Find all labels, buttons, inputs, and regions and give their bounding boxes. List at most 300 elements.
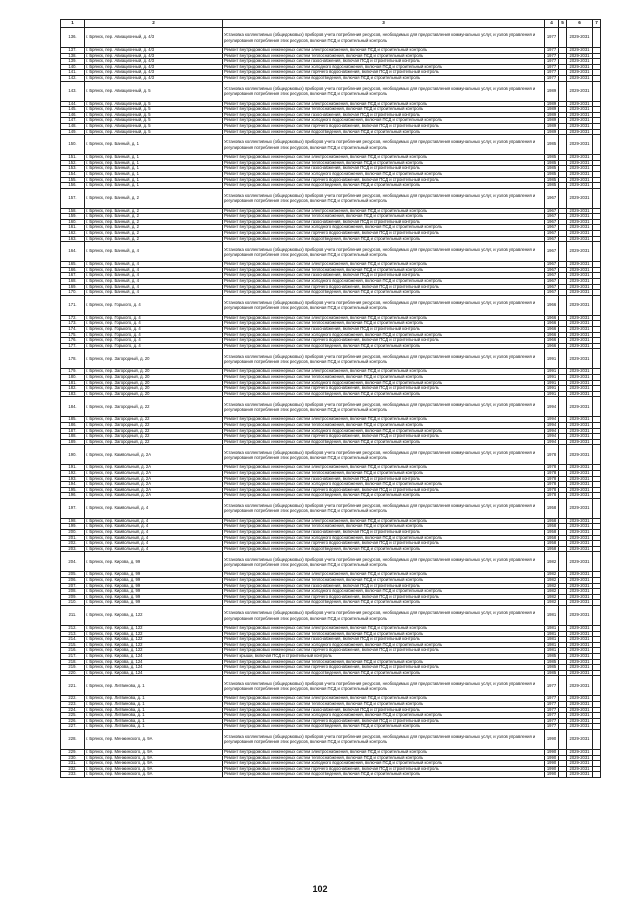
- work-type-cell: Ремонт внутридомовых инженерных систем газоснабжения, включая ПСД и строительный контроль: [223, 530, 545, 536]
- period-cell: 2029-2031: [567, 123, 593, 129]
- period-cell: 2029-2031: [567, 476, 593, 482]
- work-type-cell: Ремонт внутридомовых инженерных систем горячего водоснабжения, включая ПСД и строительный контроль: [223, 386, 545, 392]
- row-number-cell: 181.: [61, 380, 85, 386]
- period-cell: 2029-2031: [567, 386, 593, 392]
- year-built-cell: 1982: [545, 594, 559, 600]
- address-cell: г. Брянск, пер. Камвольный, д. 4: [85, 530, 223, 536]
- address-cell: г. Брянск, пер. Литвинова, д. 1: [85, 713, 223, 719]
- year-built-cell: 1977: [545, 718, 559, 724]
- period-cell: 2029-2031: [567, 236, 593, 242]
- period-cell: 2029-2031: [567, 755, 593, 761]
- year-built-cell: 1982: [545, 552, 559, 572]
- address-cell: г. Брянск, пер. Менжинского, д. 9А: [85, 729, 223, 749]
- year-built-cell: 1985: [545, 155, 559, 161]
- period-cell: 2029-2031: [567, 166, 593, 172]
- period-cell: 2029-2031: [567, 637, 593, 643]
- header-cell: 6: [567, 20, 593, 28]
- table-row: [61, 729, 601, 749]
- year-built-cell: 1978: [545, 493, 559, 499]
- row-number-cell: 152.: [61, 160, 85, 166]
- work-type-cell: Ремонт внутридомовых инженерных систем горячего водоснабжения, включая ПСД и строительный контроль: [223, 665, 545, 671]
- period-cell: 2029-2031: [567, 70, 593, 76]
- work-type-cell: Ремонт внутридомовых инженерных систем горячего водоснабжения, включая ПСД и строительный контроль: [223, 434, 545, 440]
- row-number-cell: 196.: [61, 493, 85, 499]
- year-built-cell: 1990: [545, 766, 559, 772]
- address-cell: г. Брянск, пер. Литвинова, д. 1: [85, 676, 223, 696]
- row-number-cell: 199.: [61, 524, 85, 530]
- year-built-cell: 1989: [545, 123, 559, 129]
- year-built-cell: 1958: [545, 524, 559, 530]
- period-cell: 2029-2031: [567, 321, 593, 327]
- address-cell: г. Брянск, пер. Менжинского, д. 9А: [85, 772, 223, 778]
- address-cell: г. Брянск, пер. Банный, д. 4: [85, 273, 223, 279]
- address-cell: г. Брянск, пер. Камвольный, д. 2А: [85, 487, 223, 493]
- year-built-cell: 1977: [545, 28, 559, 48]
- table-row: [61, 498, 601, 518]
- period-cell: 2029-2031: [567, 724, 593, 730]
- col-7-cell: [593, 242, 601, 262]
- table-row: [61, 135, 601, 155]
- year-built-cell: 1966: [545, 295, 559, 315]
- period-cell: 2029-2031: [567, 273, 593, 279]
- year-built-cell: 1991: [545, 380, 559, 386]
- year-built-cell: 1958: [545, 530, 559, 536]
- year-built-cell: 1958: [545, 498, 559, 518]
- repair-schedule-table: [60, 19, 601, 778]
- year-built-cell: 1985: [545, 171, 559, 177]
- row-number-cell: 148.: [61, 123, 85, 129]
- work-type-cell: Ремонт внутридомовых инженерных систем водоотведения, включая ПСД и строительный контроль: [223, 546, 545, 552]
- row-number-cell: 207.: [61, 583, 85, 589]
- work-type-cell: Ремонт внутридомовых инженерных систем горячего водоснабжения, включая ПСД и строительный контроль: [223, 487, 545, 493]
- work-type-cell: Ремонт внутридомовых инженерных систем газоснабжения, включая ПСД и строительный контроль: [223, 476, 545, 482]
- period-cell: 2029-2031: [567, 524, 593, 530]
- address-cell: г. Брянск, пер. Кирова, д. 122: [85, 648, 223, 654]
- row-number-cell: 147.: [61, 118, 85, 124]
- row-number-cell: 140.: [61, 64, 85, 70]
- year-built-cell: 1977: [545, 696, 559, 702]
- col-7-cell: [593, 135, 601, 155]
- col-7-cell: [593, 349, 601, 369]
- col-5-cell: [559, 81, 567, 101]
- address-cell: г. Брянск, пер. Банный, д. 4: [85, 262, 223, 268]
- address-cell: г. Брянск, пер. Камвольный, д. 4: [85, 535, 223, 541]
- address-cell: г. Брянск, пер. Кирова, д. 99: [85, 572, 223, 578]
- year-built-cell: 1981: [545, 626, 559, 632]
- col-5-cell: [559, 242, 567, 262]
- address-cell: г. Брянск, пер. Кирова, д. 99: [85, 552, 223, 572]
- year-built-cell: 1978: [545, 445, 559, 465]
- period-cell: 2029-2031: [567, 397, 593, 417]
- row-number-cell: 183.: [61, 391, 85, 397]
- year-built-cell: 1978: [545, 465, 559, 471]
- work-type-cell: Ремонт внутридомовых инженерных систем теплоснабжения, включая ПСД и строительный контроль: [223, 701, 545, 707]
- period-cell: 2029-2031: [567, 589, 593, 595]
- row-number-cell: 169.: [61, 284, 85, 290]
- table-row: [61, 188, 601, 208]
- row-number-cell: 167.: [61, 273, 85, 279]
- header-cell: 5: [559, 20, 567, 28]
- work-type-cell: Ремонт внутридомовых инженерных систем холодного водоснабжения, включая ПСД и строительный контроль: [223, 332, 545, 338]
- work-type-cell: Установка коллективных (общедомовых) приборов учета потребления ресурсов, необходимых для предоставления коммунальных услуг, и узлов управления и регулирования потребления этих ресурсов, включая ПСД и строительный контроль: [223, 349, 545, 369]
- row-number-cell: 224.: [61, 707, 85, 713]
- row-number-cell: 190.: [61, 445, 85, 465]
- work-type-cell: Ремонт внутридомовых инженерных систем водоотведения, включая ПСД и строительный контроль: [223, 75, 545, 81]
- row-number-cell: 191.: [61, 465, 85, 471]
- row-number-cell: 144.: [61, 101, 85, 107]
- row-number-cell: 218.: [61, 659, 85, 665]
- table-row: [61, 676, 601, 696]
- address-cell: г. Брянск, пер. Кирова, д. 122: [85, 606, 223, 626]
- address-cell: г. Брянск, пер. Менжинского, д. 9А: [85, 755, 223, 761]
- row-number-cell: 142.: [61, 75, 85, 81]
- period-cell: 2029-2031: [567, 718, 593, 724]
- col-7-cell: [593, 445, 601, 465]
- period-cell: 2029-2031: [567, 101, 593, 107]
- year-built-cell: 1994: [545, 422, 559, 428]
- row-number-cell: 217.: [61, 653, 85, 659]
- work-type-cell: Ремонт внутридомовых инженерных систем водоотведения, включая ПСД и строительный контроль: [223, 600, 545, 606]
- work-type-cell: Ремонт внутридомовых инженерных систем электроснабжения, включая ПСД и строительный контроль: [223, 696, 545, 702]
- address-cell: г. Брянск, пер. Камвольный, д. 2А: [85, 470, 223, 476]
- col-7-cell: [593, 552, 601, 572]
- row-number-cell: 162.: [61, 231, 85, 237]
- work-type-cell: Ремонт внутридомовых инженерных систем горячего водоснабжения, включая ПСД и строительный контроль: [223, 541, 545, 547]
- period-cell: 2029-2031: [567, 219, 593, 225]
- period-cell: 2029-2031: [567, 64, 593, 70]
- year-built-cell: 1985: [545, 659, 559, 665]
- address-cell: г. Брянск, пер. Кирова, д. 99: [85, 583, 223, 589]
- period-cell: 2029-2031: [567, 606, 593, 626]
- work-type-cell: Ремонт внутридомовых инженерных систем газоснабжения, включая ПСД и строительный контроль: [223, 166, 545, 172]
- period-cell: 2029-2031: [567, 267, 593, 273]
- table-row: [61, 81, 601, 101]
- period-cell: 2029-2031: [567, 439, 593, 445]
- table-row: [61, 445, 601, 465]
- work-type-cell: Ремонт внутридомовых инженерных систем теплоснабжения, включая ПСД и строительный контроль: [223, 631, 545, 637]
- work-type-cell: Ремонт внутридомовых инженерных систем теплоснабжения, включая ПСД и строительный контроль: [223, 160, 545, 166]
- period-cell: 2029-2031: [567, 417, 593, 423]
- row-number-cell: 185.: [61, 417, 85, 423]
- address-cell: г. Брянск, пер. Загородный, д. 20: [85, 391, 223, 397]
- row-number-cell: 145.: [61, 107, 85, 113]
- address-cell: г. Брянск, пер. Менжинского, д. 9А: [85, 761, 223, 767]
- row-number-cell: 215.: [61, 642, 85, 648]
- address-cell: г. Брянск, пер. Банный, д. 4: [85, 267, 223, 273]
- period-cell: 2029-2031: [567, 284, 593, 290]
- work-type-cell: Ремонт внутридомовых инженерных систем горячего водоснабжения, включая ПСД и строительный контроль: [223, 123, 545, 129]
- work-type-cell: Ремонт внутридомовых инженерных систем холодного водоснабжения, включая ПСД и строительный контроль: [223, 642, 545, 648]
- row-number-cell: 143.: [61, 81, 85, 101]
- address-cell: г. Брянск, пер. Банный, д. 2: [85, 236, 223, 242]
- period-cell: 2029-2031: [567, 332, 593, 338]
- address-cell: г. Брянск, пер. Банный, д. 2: [85, 219, 223, 225]
- address-cell: г. Брянск, пер. Банный, д. 2: [85, 214, 223, 220]
- col-5-cell: [559, 552, 567, 572]
- year-built-cell: 1967: [545, 236, 559, 242]
- year-built-cell: 1967: [545, 208, 559, 214]
- year-built-cell: 1991: [545, 349, 559, 369]
- address-cell: г. Брянск, пер. Банный, д. 4: [85, 290, 223, 296]
- year-built-cell: 1982: [545, 583, 559, 589]
- year-built-cell: 1958: [545, 541, 559, 547]
- col-7-cell: [593, 729, 601, 749]
- address-cell: г. Брянск, пер. Камвольный, д. 2А: [85, 482, 223, 488]
- work-type-cell: Ремонт внутридомовых инженерных систем газоснабжения, включая ПСД и строительный контроль: [223, 112, 545, 118]
- year-built-cell: 1982: [545, 572, 559, 578]
- work-type-cell: Ремонт внутридомовых инженерных систем холодного водоснабжения, включая ПСД и строительный контроль: [223, 428, 545, 434]
- year-built-cell: 1977: [545, 70, 559, 76]
- period-cell: 2029-2031: [567, 177, 593, 183]
- work-type-cell: Ремонт внутридомовых инженерных систем водоотведения, включая ПСД и строительный контроль: [223, 343, 545, 349]
- year-built-cell: 1989: [545, 129, 559, 135]
- year-built-cell: 1991: [545, 391, 559, 397]
- address-cell: г. Брянск, пер. Камвольный, д. 4: [85, 518, 223, 524]
- address-cell: г. Брянск, пер. Банный, д. 2: [85, 231, 223, 237]
- row-number-cell: 154.: [61, 171, 85, 177]
- work-type-cell: Ремонт внутридомовых инженерных систем теплоснабжения, включая ПСД и строительный контроль: [223, 107, 545, 113]
- row-number-cell: 205.: [61, 572, 85, 578]
- table-row: [61, 552, 601, 572]
- period-cell: 2029-2031: [567, 600, 593, 606]
- col-5-cell: [559, 676, 567, 696]
- address-cell: г. Брянск, пер. Горького, д. 4: [85, 295, 223, 315]
- year-built-cell: 1985: [545, 665, 559, 671]
- work-type-cell: Ремонт внутридомовых инженерных систем горячего водоснабжения, включая ПСД и строительный контроль: [223, 594, 545, 600]
- period-cell: 2029-2031: [567, 81, 593, 101]
- year-built-cell: 1981: [545, 637, 559, 643]
- row-number-cell: 221.: [61, 676, 85, 696]
- col-7-cell: [593, 498, 601, 518]
- period-cell: 2029-2031: [567, 482, 593, 488]
- year-built-cell: 1978: [545, 470, 559, 476]
- year-built-cell: 1977: [545, 724, 559, 730]
- year-built-cell: 1989: [545, 101, 559, 107]
- row-number-cell: 232.: [61, 766, 85, 772]
- period-cell: 2029-2031: [567, 48, 593, 54]
- row-number-cell: 195.: [61, 487, 85, 493]
- address-cell: г. Брянск, пер. Банный, д. 4: [85, 279, 223, 285]
- address-cell: г. Брянск, пер. Банный, д. 1: [85, 135, 223, 155]
- period-cell: 2029-2031: [567, 648, 593, 654]
- work-type-cell: Ремонт внутридомовых инженерных систем водоотведения, включая ПСД и строительный контроль: [223, 290, 545, 296]
- work-type-cell: Ремонт внутридомовых инженерных систем газоснабжения, включая ПСД и строительный контроль: [223, 219, 545, 225]
- period-cell: 2029-2031: [567, 594, 593, 600]
- work-type-cell: Ремонт внутридомовых инженерных систем теплоснабжения, включая ПСД и строительный контроль: [223, 755, 545, 761]
- year-built-cell: 1985: [545, 160, 559, 166]
- address-cell: г. Брянск, пер. Горького, д. 4: [85, 327, 223, 333]
- row-number-cell: 210.: [61, 600, 85, 606]
- work-type-cell: Установка коллективных (общедомовых) приборов учета потребления ресурсов, необходимых для предоставления коммунальных услуг, и узлов управления и регулирования потребления этих ресурсов, включая ПСД и строительный контроль: [223, 81, 545, 101]
- col-7-cell: [593, 81, 601, 101]
- row-number-cell: 158.: [61, 208, 85, 214]
- address-cell: г. Брянск, пер. Авиационный, д. 5: [85, 81, 223, 101]
- work-type-cell: Ремонт внутридомовых инженерных систем горячего водоснабжения, включая ПСД и строительный контроль: [223, 284, 545, 290]
- address-cell: г. Брянск, пер. Банный, д. 1: [85, 177, 223, 183]
- year-built-cell: 1990: [545, 755, 559, 761]
- work-type-cell: Установка коллективных (общедомовых) приборов учета потребления ресурсов, необходимых для предоставления коммунальных услуг, и узлов управления и регулирования потребления этих ресурсов, включая ПСД и строительный контроль: [223, 676, 545, 696]
- year-built-cell: 1985: [545, 177, 559, 183]
- row-number-cell: 230.: [61, 755, 85, 761]
- col-7-cell: [593, 28, 601, 48]
- work-type-cell: Ремонт внутридомовых инженерных систем теплоснабжения, включая ПСД и строительный контроль: [223, 578, 545, 584]
- address-cell: г. Брянск, пер. Авиационный, д. 4/3: [85, 28, 223, 48]
- period-cell: 2029-2031: [567, 225, 593, 231]
- year-built-cell: 1967: [545, 188, 559, 208]
- address-cell: г. Брянск, пер. Горького, д. 4: [85, 321, 223, 327]
- row-number-cell: 168.: [61, 279, 85, 285]
- year-built-cell: 1981: [545, 648, 559, 654]
- period-cell: 2029-2031: [567, 290, 593, 296]
- year-built-cell: 1981: [545, 631, 559, 637]
- address-cell: г. Брянск, пер. Загородный, д. 20: [85, 374, 223, 380]
- year-built-cell: 1989: [545, 118, 559, 124]
- row-number-cell: 163.: [61, 236, 85, 242]
- work-type-cell: Ремонт внутридомовых инженерных систем электроснабжения, включая ПСД и строительный контроль: [223, 626, 545, 632]
- period-cell: 2029-2031: [567, 75, 593, 81]
- period-cell: 2029-2031: [567, 530, 593, 536]
- period-cell: 2029-2031: [567, 171, 593, 177]
- year-built-cell: 1994: [545, 417, 559, 423]
- work-type-cell: Ремонт внутридомовых инженерных систем теплоснабжения, включая ПСД и строительный контроль: [223, 422, 545, 428]
- year-built-cell: 1967: [545, 267, 559, 273]
- address-cell: г. Брянск, пер. Кирова, д. 124: [85, 665, 223, 671]
- year-built-cell: 1966: [545, 332, 559, 338]
- row-number-cell: 222.: [61, 696, 85, 702]
- period-cell: 2029-2031: [567, 59, 593, 65]
- row-number-cell: 164.: [61, 242, 85, 262]
- address-cell: г. Брянск, пер. Авиационный, д. 5: [85, 112, 223, 118]
- period-cell: 2029-2031: [567, 583, 593, 589]
- address-cell: г. Брянск, пер. Кирова, д. 122: [85, 642, 223, 648]
- work-type-cell: Ремонт внутридомовых инженерных систем теплоснабжения, включая ПСД и строительный контроль: [223, 267, 545, 273]
- year-built-cell: 1989: [545, 112, 559, 118]
- row-number-cell: 226.: [61, 718, 85, 724]
- year-built-cell: 1982: [545, 589, 559, 595]
- address-cell: г. Брянск, пер. Горького, д. 4: [85, 338, 223, 344]
- year-built-cell: 1958: [545, 518, 559, 524]
- address-cell: г. Брянск, пер. Авиационный, д. 5: [85, 123, 223, 129]
- work-type-cell: Ремонт внутридомовых инженерных систем теплоснабжения, включая ПСД и строительный контроль: [223, 214, 545, 220]
- year-built-cell: 1977: [545, 713, 559, 719]
- table-row: [61, 295, 601, 315]
- address-cell: г. Брянск, пер. Кирова, д. 122: [85, 626, 223, 632]
- address-cell: г. Брянск, пер. Загородный, д. 22: [85, 428, 223, 434]
- col-5-cell: [559, 349, 567, 369]
- row-number-cell: 165.: [61, 262, 85, 268]
- address-cell: г. Брянск, пер. Камвольный, д. 4: [85, 524, 223, 530]
- address-cell: г. Брянск, пер. Литвинова, д. 1: [85, 707, 223, 713]
- year-built-cell: 1994: [545, 434, 559, 440]
- address-cell: г. Брянск, пер. Камвольный, д. 4: [85, 541, 223, 547]
- row-number-cell: 208.: [61, 589, 85, 595]
- work-type-cell: Ремонт внутридомовых инженерных систем электроснабжения, включая ПСД и строительный контроль: [223, 262, 545, 268]
- year-built-cell: 1990: [545, 749, 559, 755]
- year-built-cell: 1978: [545, 487, 559, 493]
- address-cell: г. Брянск, пер. Кирова, д. 122: [85, 631, 223, 637]
- row-number-cell: 216.: [61, 648, 85, 654]
- row-number-cell: 149.: [61, 129, 85, 135]
- address-cell: г. Брянск, пер. Камвольный, д. 2А: [85, 476, 223, 482]
- address-cell: г. Брянск, пер. Банный, д. 4: [85, 242, 223, 262]
- address-cell: г. Брянск, пер. Авиационный, д. 4/3: [85, 64, 223, 70]
- year-built-cell: 1958: [545, 546, 559, 552]
- period-cell: 2029-2031: [567, 208, 593, 214]
- table-row: [61, 28, 601, 48]
- period-cell: 2029-2031: [567, 155, 593, 161]
- work-type-cell: Ремонт внутридомовых инженерных систем электроснабжения, включая ПСД и строительный контроль: [223, 518, 545, 524]
- period-cell: 2029-2031: [567, 262, 593, 268]
- row-number-cell: 204.: [61, 552, 85, 572]
- row-number-cell: 175.: [61, 332, 85, 338]
- period-cell: 2029-2031: [567, 338, 593, 344]
- year-built-cell: 1978: [545, 476, 559, 482]
- address-cell: г. Брянск, пер. Авиационный, д. 4/3: [85, 75, 223, 81]
- year-built-cell: 1985: [545, 183, 559, 189]
- work-type-cell: Установка коллективных (общедомовых) приборов учета потребления ресурсов, необходимых для предоставления коммунальных услуг, и узлов управления и регулирования потребления этих ресурсов, включая ПСД и строительный контроль: [223, 188, 545, 208]
- work-type-cell: Ремонт внутридомовых инженерных систем холодного водоснабжения, включая ПСД и строительный контроль: [223, 118, 545, 124]
- year-built-cell: 1967: [545, 231, 559, 237]
- year-built-cell: 1967: [545, 225, 559, 231]
- work-type-cell: Ремонт внутридомовых инженерных систем электроснабжения, включая ПСД и строительный контроль: [223, 155, 545, 161]
- year-built-cell: 1966: [545, 315, 559, 321]
- row-number-cell: 159.: [61, 214, 85, 220]
- year-built-cell: 1994: [545, 397, 559, 417]
- row-number-cell: 219.: [61, 665, 85, 671]
- period-cell: 2029-2031: [567, 729, 593, 749]
- year-built-cell: 1981: [545, 642, 559, 648]
- row-number-cell: 225.: [61, 713, 85, 719]
- period-cell: 2029-2031: [567, 327, 593, 333]
- period-cell: 2029-2031: [567, 28, 593, 48]
- row-number-cell: 201.: [61, 535, 85, 541]
- work-type-cell: Ремонт внутридомовых инженерных систем электроснабжения, включая ПСД и строительный контроль: [223, 465, 545, 471]
- col-7-cell: [593, 295, 601, 315]
- year-built-cell: 1967: [545, 214, 559, 220]
- address-cell: г. Брянск, пер. Загородный, д. 20: [85, 380, 223, 386]
- row-number-cell: 178.: [61, 349, 85, 369]
- address-cell: г. Брянск, пер. Менжинского, д. 9А: [85, 766, 223, 772]
- table-row: [61, 397, 601, 417]
- year-built-cell: 1967: [545, 242, 559, 262]
- period-cell: 2029-2031: [567, 434, 593, 440]
- row-number-cell: 197.: [61, 498, 85, 518]
- row-number-cell: 212.: [61, 626, 85, 632]
- row-number-cell: 214.: [61, 637, 85, 643]
- work-type-cell: Ремонт внутридомовых инженерных систем холодного водоснабжения, включая ПСД и строительный контроль: [223, 225, 545, 231]
- work-type-cell: Установка коллективных (общедомовых) приборов учета потребления ресурсов, необходимых для предоставления коммунальных услуг, и узлов управления и регулирования потребления этих ресурсов, включая ПСД и строительный контроль: [223, 28, 545, 48]
- row-number-cell: 187.: [61, 428, 85, 434]
- year-built-cell: 1967: [545, 279, 559, 285]
- period-cell: 2029-2031: [567, 766, 593, 772]
- period-cell: 2029-2031: [567, 535, 593, 541]
- period-cell: 2029-2031: [567, 642, 593, 648]
- work-type-cell: Установка коллективных (общедомовых) приборов учета потребления ресурсов, необходимых для предоставления коммунальных услуг, и узлов управления и регулирования потребления этих ресурсов, включая ПСД и строительный контроль: [223, 445, 545, 465]
- col-7-cell: [593, 676, 601, 696]
- address-cell: г. Брянск, пер. Авиационный, д. 4/3: [85, 48, 223, 54]
- work-type-cell: Ремонт внутридомовых инженерных систем газоснабжения, включая ПСД и строительный контроль: [223, 707, 545, 713]
- row-number-cell: 137.: [61, 48, 85, 54]
- period-cell: 2029-2031: [567, 713, 593, 719]
- col-7-cell: [593, 606, 601, 626]
- work-type-cell: Ремонт крыши, включая ПСД и строительный контроль: [223, 653, 545, 659]
- work-type-cell: Ремонт внутридомовых инженерных систем электроснабжения, включая ПСД и строительный контроль: [223, 749, 545, 755]
- work-type-cell: Ремонт внутридомовых инженерных систем водоотведения, включая ПСД и строительный контроль: [223, 724, 545, 730]
- work-type-cell: Ремонт внутридомовых инженерных систем холодного водоснабжения, включая ПСД и строительный контроль: [223, 713, 545, 719]
- address-cell: г. Брянск, пер. Банный, д. 1: [85, 166, 223, 172]
- work-type-cell: Ремонт внутридомовых инженерных систем горячего водоснабжения, включая ПСД и строительный контроль: [223, 177, 545, 183]
- work-type-cell: Ремонт внутридомовых инженерных систем водоотведения, включая ПСД и строительный контроль: [223, 129, 545, 135]
